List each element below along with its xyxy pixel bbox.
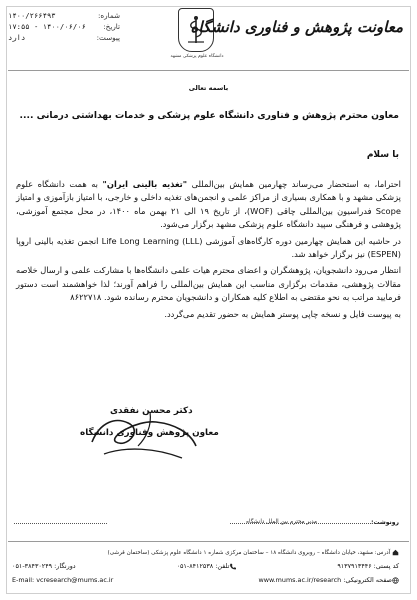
- phone-number: [177, 562, 237, 570]
- meta-number-row: [8, 10, 120, 21]
- phone-text: تلفن: ۸۴۱۲۵۳۸-۰۵۱: [176, 562, 230, 570]
- globe-icon: [392, 577, 399, 584]
- paragraph-1-rest: به همت دانشگاه علوم پزشکی مشهد و با همکاری بسیاری از مراکز علمی و انجمن‌های تغذیه داخلی و خارجی، با امتیاز بازآموزی و امتیاز Scope فدراسیون بین‌المللی چاقی (WOF)، از تاریخ ۱۹ الی ۲۱ بهمن ماه ۱۴۰۰، در محل مجتمع آموزشی، پژوهشی و فرهنگی سپید دانشگاه علوم پزشکی مشهد برگزار می‌شود.: [16, 179, 401, 230]
- attachment-value: دارد: [8, 33, 26, 42]
- date-label: تاریخ:: [103, 22, 120, 31]
- date-value: ۱۴۰۰/۰۶/۰۶ - ۱۷:۵۵: [8, 22, 86, 31]
- cc-recipient: مدیر محترم بین الملل دانشگاه: [246, 519, 317, 525]
- attachment-label: پیوست:: [96, 33, 120, 42]
- logo-caption: دانشگاه علوم پزشکی مشهد: [170, 54, 224, 59]
- meta-date-row: [8, 21, 120, 32]
- recipient-line: معاون محترم پژوهش و فناوری دانشگاه علوم پزشکی و خدمات بهداشتی درمانی ....: [19, 110, 399, 121]
- paragraph-3: انتظار می‌رود دانشجویان، پژوهشگران و اعضای محترم هیات علمی دانشگاه‌ها با مشارکت علمی و ارسال خلاصه مقالات پژوهشی، مقدمات برگزاری مناسب این همایش بین‌المللی را فراهم آورند؛ لذا خواهشمند است دستور فرمایید مراتب به نحو مقتضی به اطلاع کلیه همکاران و دانشجویان محترم رسانده شود. ۸۶۲۲۷۱۸: [16, 265, 401, 303]
- meta-attachment-row: [8, 32, 120, 43]
- letter-body: [16, 178, 401, 324]
- signatory-title: معاون پژوهش وفناوری دانشگاه: [80, 428, 219, 438]
- footer-address: [14, 549, 399, 556]
- phone-icon: [229, 563, 236, 570]
- postal-code: کد پستی: ۹۱۳۷۹۱۳۴۴۶: [337, 562, 399, 570]
- signatory-name: دکتر محسن نفقدی: [110, 406, 193, 416]
- header-divider: [8, 70, 409, 71]
- home-icon: [392, 549, 399, 556]
- fax-number: دورنگار: ۳۸۴۳۰۲۴۹-۰۵۱: [12, 562, 76, 570]
- paragraph-1: [16, 178, 401, 232]
- paragraph-1-intro: احتراما، به استحضار می‌رساند چهارمین همایش بین‌المللی: [187, 179, 401, 189]
- website[interactable]: [259, 576, 399, 584]
- greeting: با سلام: [366, 150, 399, 160]
- paragraph-4: به پیوست فایل و نسخه چاپی پوستر همایش به حضور تقدیم می‌گردد.: [164, 308, 401, 319]
- address-text: آدرس: مشهد، خیابان دانشگاه – روبروی دانشگاه ۱۸ – ساختمان مرکزی شماره ۱ دانشگاه علوم پزشکی (ساختمان قرشی): [107, 550, 391, 556]
- conference-title: "تغذیه بالینی ایران": [102, 179, 188, 189]
- email[interactable]: E-mail: vcresearch@mums.ac.ir: [12, 576, 114, 584]
- website-text: صفحه الکترونیکی: www.mums.ac.ir/research: [258, 576, 392, 584]
- organization-title: معاونت پژوهش و فناوری دانشگاه: [190, 18, 403, 36]
- paragraph-2: در حاشیه این همایش چهارمین دوره کارگاه‌های آموزشی Life Long Learning (LLL) انجمن تغذیه بالینی اروپا (ESPEN) نیز برگزار خواهد شد.: [16, 235, 402, 260]
- letter-meta: [8, 10, 120, 43]
- invocation: باسمه تعالی: [188, 84, 229, 92]
- cc-label: رونوشت:: [371, 519, 399, 526]
- number-value: ۱۴۰۰/۲۶۶۴۹۳: [8, 11, 56, 20]
- footer-divider: [8, 541, 409, 542]
- number-label: شماره:: [97, 11, 120, 20]
- footer-contacts-row: [12, 562, 399, 570]
- footer-web-row: [12, 576, 399, 584]
- cc-dotted-line-left: [14, 523, 107, 524]
